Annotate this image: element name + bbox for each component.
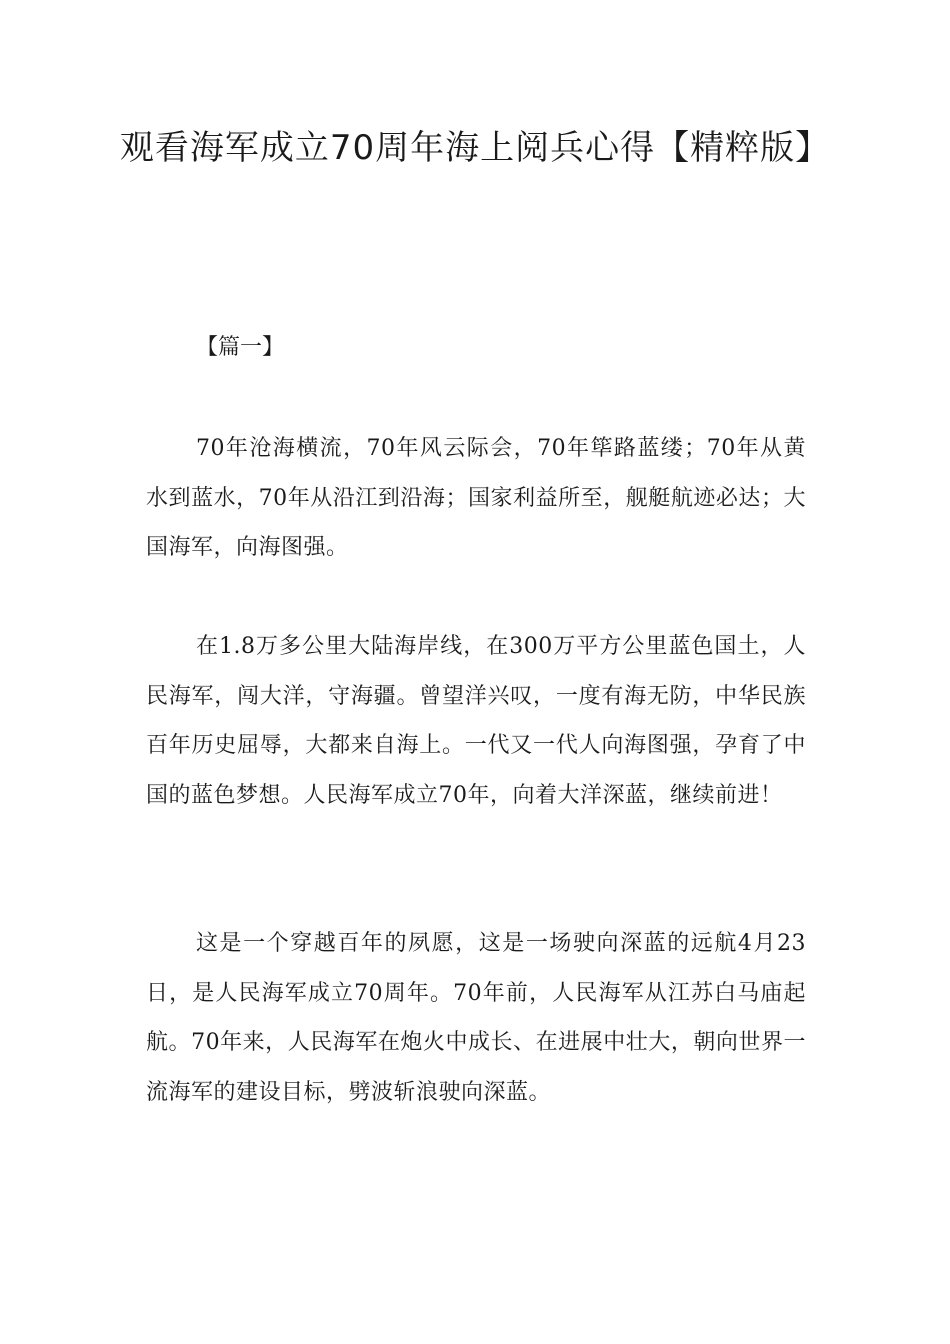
document-title: 观看海军成立70周年海上阅兵心得【精粹版】 (119, 128, 831, 168)
section-label: 【篇一】 (196, 335, 285, 360)
paragraph-1: 70年沧海横流，70年风云际会，70年筚路蓝缕；70年从黄水到蓝水，70年从沿江到沿海；国家利益所至，舰艇航迹必达；大国海军，向海图强。 (146, 436, 806, 560)
paragraph-3: 这是一个穿越百年的夙愿，这是一场驶向深蓝的远航4月23日，是人民海军成立70周年。70年前，人民海军从江苏白马庙起航。70年来，人民海军在炮火中成长、在进展中壮大，朝向世界一流海军的建设目标，劈波斩浪驶向深蓝。 (146, 931, 806, 1105)
paragraph-2: 在1.8万多公里大陆海岸线，在300万平方公里蓝色国土，人民海军，闯大洋，守海疆。曾望洋兴叹，一度有海无防，中华民族百年历史屈辱，大都来自海上。一代又一代人向海图强，孕育了中国的蓝色梦想。人民海军成立70年，向着大洋深蓝，继续前进！ (146, 634, 806, 808)
